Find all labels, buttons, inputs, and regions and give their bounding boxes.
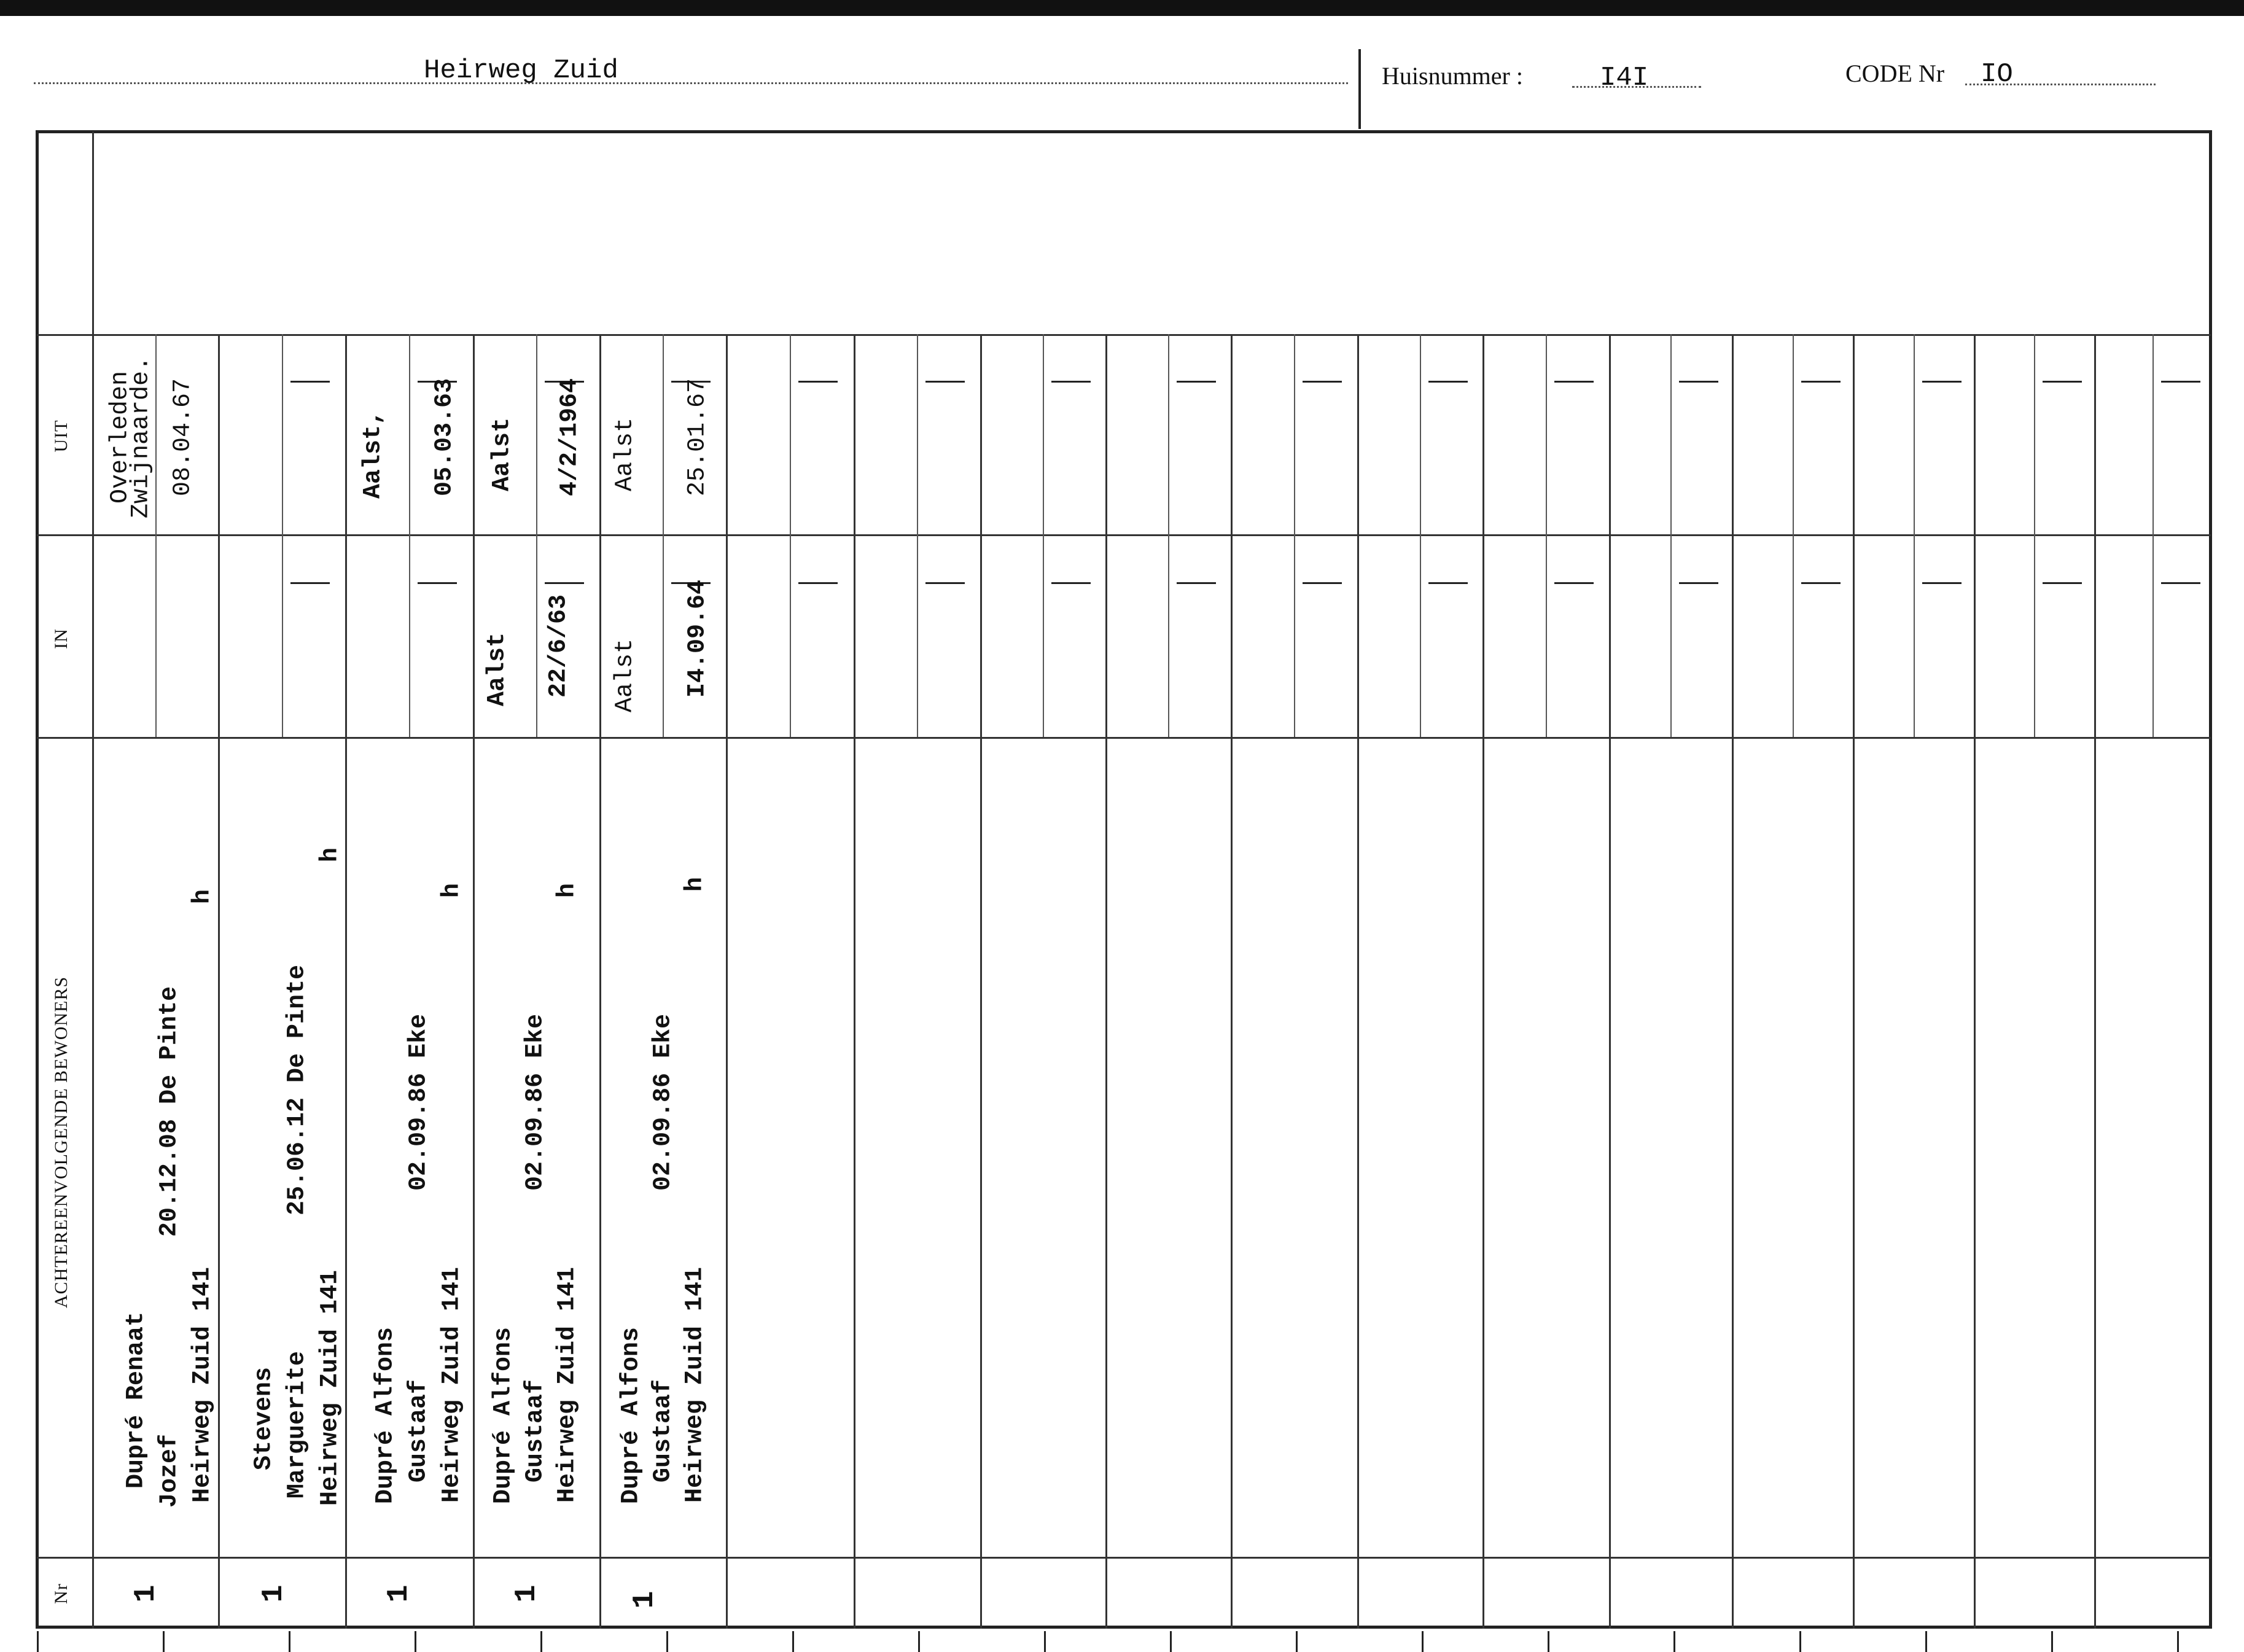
empty-cell-dash	[1428, 582, 1468, 584]
sub-column-divider	[282, 334, 283, 737]
entry-1-uit-place-line2: Zwijnaarde.	[127, 356, 155, 519]
empty-cell-dash	[1428, 381, 1468, 383]
empty-cell-dash	[1554, 582, 1594, 584]
row-divider-bewoners-nr	[37, 1557, 2211, 1559]
entry-4-birth: 02.09.86 Eke	[521, 1013, 550, 1191]
sub-column-divider	[1043, 334, 1044, 737]
empty-cell-dash	[1303, 582, 1342, 584]
sub-column-divider	[1793, 334, 1794, 737]
sub-column-divider	[155, 334, 157, 737]
scan-top-edge	[0, 0, 2244, 16]
column-divider	[473, 334, 475, 1629]
sub-column-divider	[1670, 334, 1672, 737]
row-label-in: IN	[51, 628, 71, 649]
margin-tick	[1044, 1631, 1046, 1652]
row-label-bewoners: ACHTEREENVOLGENDE BEWONERS	[51, 976, 71, 1309]
margin-tick	[415, 1631, 416, 1652]
row-divider-in-bewoners	[37, 737, 2211, 739]
margin-tick	[1296, 1631, 1298, 1652]
entry-4-address: Heirweg Zuid 141	[553, 1266, 582, 1503]
column-divider	[1482, 334, 1484, 1629]
column-divider	[2094, 334, 2096, 1629]
empty-cell-dash	[2161, 381, 2200, 383]
margin-tick	[1422, 1631, 1424, 1652]
entry-4-nr: 1	[510, 1584, 543, 1603]
header-divider	[1358, 49, 1361, 129]
row-divider-top	[37, 334, 2211, 336]
house-number-value: I4I	[1600, 63, 1649, 93]
empty-cell-dash	[1554, 381, 1594, 383]
entry-2-tag: h	[316, 847, 345, 863]
empty-cell-dash	[1679, 582, 1718, 584]
margin-tick	[1925, 1631, 1927, 1652]
empty-cell-dash	[925, 582, 965, 584]
empty-cell-dash	[1922, 582, 1962, 584]
column-divider	[345, 334, 347, 1629]
margin-tick	[2051, 1631, 2053, 1652]
empty-cell-dash	[1679, 381, 1718, 383]
entry-4-uit-date: 4/2/1964	[556, 378, 584, 497]
entry-5-birth: 02.09.86 Eke	[649, 1013, 677, 1191]
empty-cell-dash	[1051, 381, 1091, 383]
empty-cell-dash	[1801, 381, 1841, 383]
empty-cell-dash	[1922, 381, 1962, 383]
entry-5-in-place: Aalst	[611, 638, 639, 713]
entry-5-name-line2: Gustaaf	[649, 1379, 677, 1483]
entry-3-name-line2: Gustaaf	[405, 1379, 433, 1483]
margin-tick	[1673, 1631, 1675, 1652]
entry-5-tag: h	[681, 876, 709, 892]
street-dotted-line	[34, 82, 1348, 84]
row-divider-uit-in	[37, 534, 2211, 536]
empty-cell-dash	[290, 582, 330, 584]
sub-column-divider	[409, 334, 410, 737]
sub-column-divider	[2152, 334, 2154, 737]
empty-cell-dash	[418, 582, 457, 584]
sub-column-divider	[1294, 334, 1295, 737]
entry-2-name-line1: Stevens	[250, 1366, 278, 1471]
entry-5-name-line1: Dupré Alfons	[617, 1327, 645, 1505]
entry-4-in-date: 22/6/63	[545, 594, 573, 698]
row-label-uit: UIT	[51, 419, 71, 453]
empty-cell-dash	[545, 582, 584, 584]
margin-tick	[540, 1631, 542, 1652]
entry-4-name-line1: Dupré Alfons	[489, 1327, 518, 1505]
entry-1-birth: 20.12.08 De Pinte	[155, 986, 184, 1237]
sub-column-divider	[663, 334, 664, 737]
column-divider	[1609, 334, 1611, 1629]
entry-4-tag: h	[553, 882, 582, 898]
street-name: Heirweg Zuid	[424, 55, 618, 86]
entry-2-nr: 1	[257, 1584, 290, 1603]
entry-5-in-date: I4.09.64	[684, 579, 712, 698]
column-divider	[1974, 334, 1976, 1629]
entry-3-tag: h	[438, 882, 466, 898]
sub-column-divider	[1914, 334, 1915, 737]
column-divider	[854, 334, 855, 1629]
label-column-border	[92, 131, 94, 1629]
entry-4-name-line2: Gustaaf	[521, 1379, 550, 1483]
entry-1-uit-date: 08.04.67	[169, 378, 197, 497]
empty-cell-dash	[798, 582, 838, 584]
margin-tick	[2177, 1631, 2179, 1652]
column-divider	[599, 334, 601, 1629]
sub-column-divider	[536, 334, 537, 737]
sub-column-divider	[1546, 334, 1547, 737]
margin-tick	[666, 1631, 668, 1652]
house-number-label: Huisnummer :	[1382, 62, 1523, 90]
column-divider	[1105, 334, 1107, 1629]
row-label-nr: Nr	[51, 1583, 71, 1604]
column-divider	[1732, 334, 1734, 1629]
entry-4-uit-place: Aalst	[488, 417, 516, 492]
empty-cell-dash	[1303, 381, 1342, 383]
entry-2-address: Heirweg Zuid 141	[316, 1269, 345, 1506]
column-divider	[726, 334, 728, 1629]
entry-2-birth: 25.06.12 De Pinte	[283, 964, 311, 1216]
empty-cell-dash	[1801, 582, 1841, 584]
margin-tick	[37, 1631, 39, 1652]
entry-4-in-place: Aalst	[483, 632, 512, 707]
entry-5-address: Heirweg Zuid 141	[681, 1266, 709, 1503]
code-number-label: CODE Nr	[1845, 60, 1945, 87]
entry-5-nr: 1	[628, 1591, 661, 1609]
sub-column-divider	[790, 334, 791, 737]
sub-column-divider	[917, 334, 918, 737]
empty-cell-dash	[2043, 381, 2082, 383]
column-divider	[1231, 334, 1233, 1629]
code-number-value: IO	[1981, 59, 2013, 90]
empty-cell-dash	[1177, 582, 1216, 584]
margin-tick	[163, 1631, 165, 1652]
sub-column-divider	[1168, 334, 1169, 737]
margin-tick	[1170, 1631, 1172, 1652]
margin-tick	[1799, 1631, 1801, 1652]
column-divider	[218, 334, 220, 1629]
entry-3-birth: 02.09.86 Eke	[405, 1013, 433, 1191]
entry-2-name-line2: Marguerite	[283, 1350, 311, 1499]
entry-1-uit-place-line1: Overleden	[106, 370, 134, 504]
column-divider	[980, 334, 982, 1629]
column-divider	[1853, 334, 1855, 1629]
sub-column-divider	[2034, 334, 2035, 737]
entry-1-nr: 1	[130, 1584, 163, 1603]
entry-5-uit-date: 25.01.67	[684, 378, 712, 497]
register-frame	[36, 130, 2212, 1629]
entry-5-uit-place: Aalst	[611, 417, 639, 492]
margin-tick	[792, 1631, 794, 1652]
entry-3-address: Heirweg Zuid 141	[438, 1266, 466, 1503]
entry-1-name-line1: Dupré Renaat	[122, 1311, 150, 1489]
entry-3-nr: 1	[383, 1584, 416, 1603]
entry-1-tag: h	[189, 889, 217, 905]
empty-cell-dash	[1177, 381, 1216, 383]
empty-cell-dash	[290, 381, 330, 383]
entry-1-name-line2: Jozef	[155, 1433, 184, 1508]
entry-3-uit-date: 05.03.63	[430, 378, 459, 497]
margin-tick	[918, 1631, 920, 1652]
empty-cell-dash	[798, 381, 838, 383]
empty-cell-dash	[2043, 582, 2082, 584]
empty-cell-dash	[925, 381, 965, 383]
entry-3-uit-place: Aalst,	[359, 410, 388, 499]
margin-tick	[289, 1631, 290, 1652]
empty-cell-dash	[1051, 582, 1091, 584]
sub-column-divider	[1420, 334, 1421, 737]
entry-3-name-line1: Dupré Alfons	[372, 1327, 400, 1505]
margin-tick	[1548, 1631, 1549, 1652]
column-divider	[1357, 334, 1359, 1629]
empty-cell-dash	[2161, 582, 2200, 584]
entry-1-address: Heirweg Zuid 141	[189, 1266, 217, 1503]
